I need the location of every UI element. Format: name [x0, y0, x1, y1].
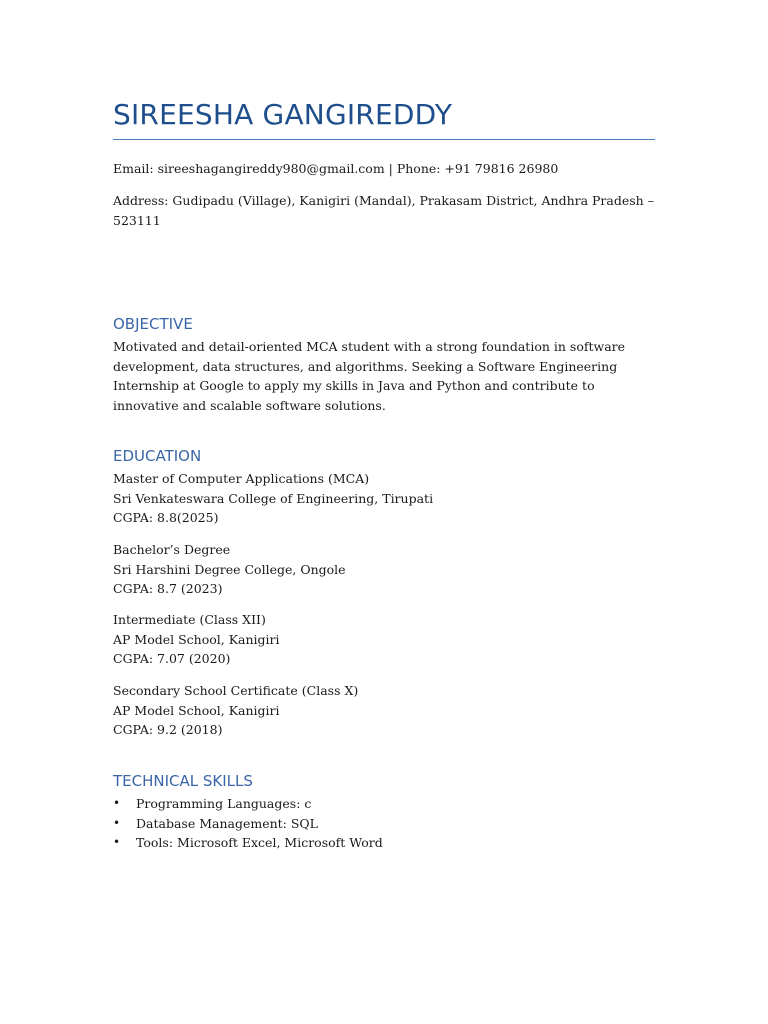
education-score: CGPA: 8.7 (2023) [113, 581, 223, 596]
skill-text: Database Management: SQL [136, 815, 318, 831]
education-entry [113, 610, 658, 669]
list-item [113, 794, 658, 814]
education-institution: Sri Harshini Degree College, Ongole [113, 561, 346, 577]
education-score: CGPA: 8.8(2025) [113, 510, 219, 525]
education-degree: Bachelor’s Degree [113, 542, 231, 557]
education-institution: AP Model School, Kanigiri [113, 631, 280, 647]
education-degree: Secondary School Certificate (Class X) [113, 683, 359, 698]
resume-page [113, 0, 658, 1024]
skill-text: Tools: Microsoft Excel, Microsoft Word [136, 835, 383, 850]
skills-heading: TECHNICAL SKILLS [113, 772, 253, 790]
skills-list [113, 794, 658, 853]
bullet-icon: • [113, 835, 121, 849]
education-entry [113, 681, 658, 740]
education-score: CGPA: 9.2 (2018) [113, 722, 223, 737]
name-divider [113, 139, 655, 140]
education-degree: Intermediate (Class XII) [113, 612, 266, 627]
list-item [113, 833, 658, 853]
education-institution: AP Model School, Kanigiri [113, 702, 280, 718]
education-entry [113, 469, 658, 528]
bullet-icon: • [113, 796, 121, 810]
education-score: CGPA: 7.07 (2020) [113, 651, 231, 666]
objective-text: Motivated and detail-oriented MCA student with a strong foundation in software development, data structures, and algorithms. Seeking a Software Engineering Internship at Google to apply my skills in Java and Python and contribute to innovative and scalable software solutions. [113, 339, 626, 413]
contact-line: Email: sireeshagangireddy980@gmail.com | Phone: +91 79816 26980 [113, 161, 559, 176]
education-heading: EDUCATION [113, 447, 202, 465]
objective-heading: OBJECTIVE [113, 315, 193, 333]
education-institution: Sri Venkateswara College of Engineering, Tirupati [113, 490, 434, 506]
candidate-name: SIREESHA GANGIREDDY [113, 98, 453, 131]
skill-text: Programming Languages: c [136, 796, 312, 811]
bullet-icon: • [113, 815, 121, 830]
address-line: Address: Gudipadu (Village), Kanigiri (Mandal), Prakasam District, Andhra Pradesh – 523111 [113, 193, 654, 228]
education-degree: Master of Computer Applications (MCA) [113, 471, 370, 486]
list-item [113, 814, 658, 834]
education-entry [113, 540, 658, 599]
